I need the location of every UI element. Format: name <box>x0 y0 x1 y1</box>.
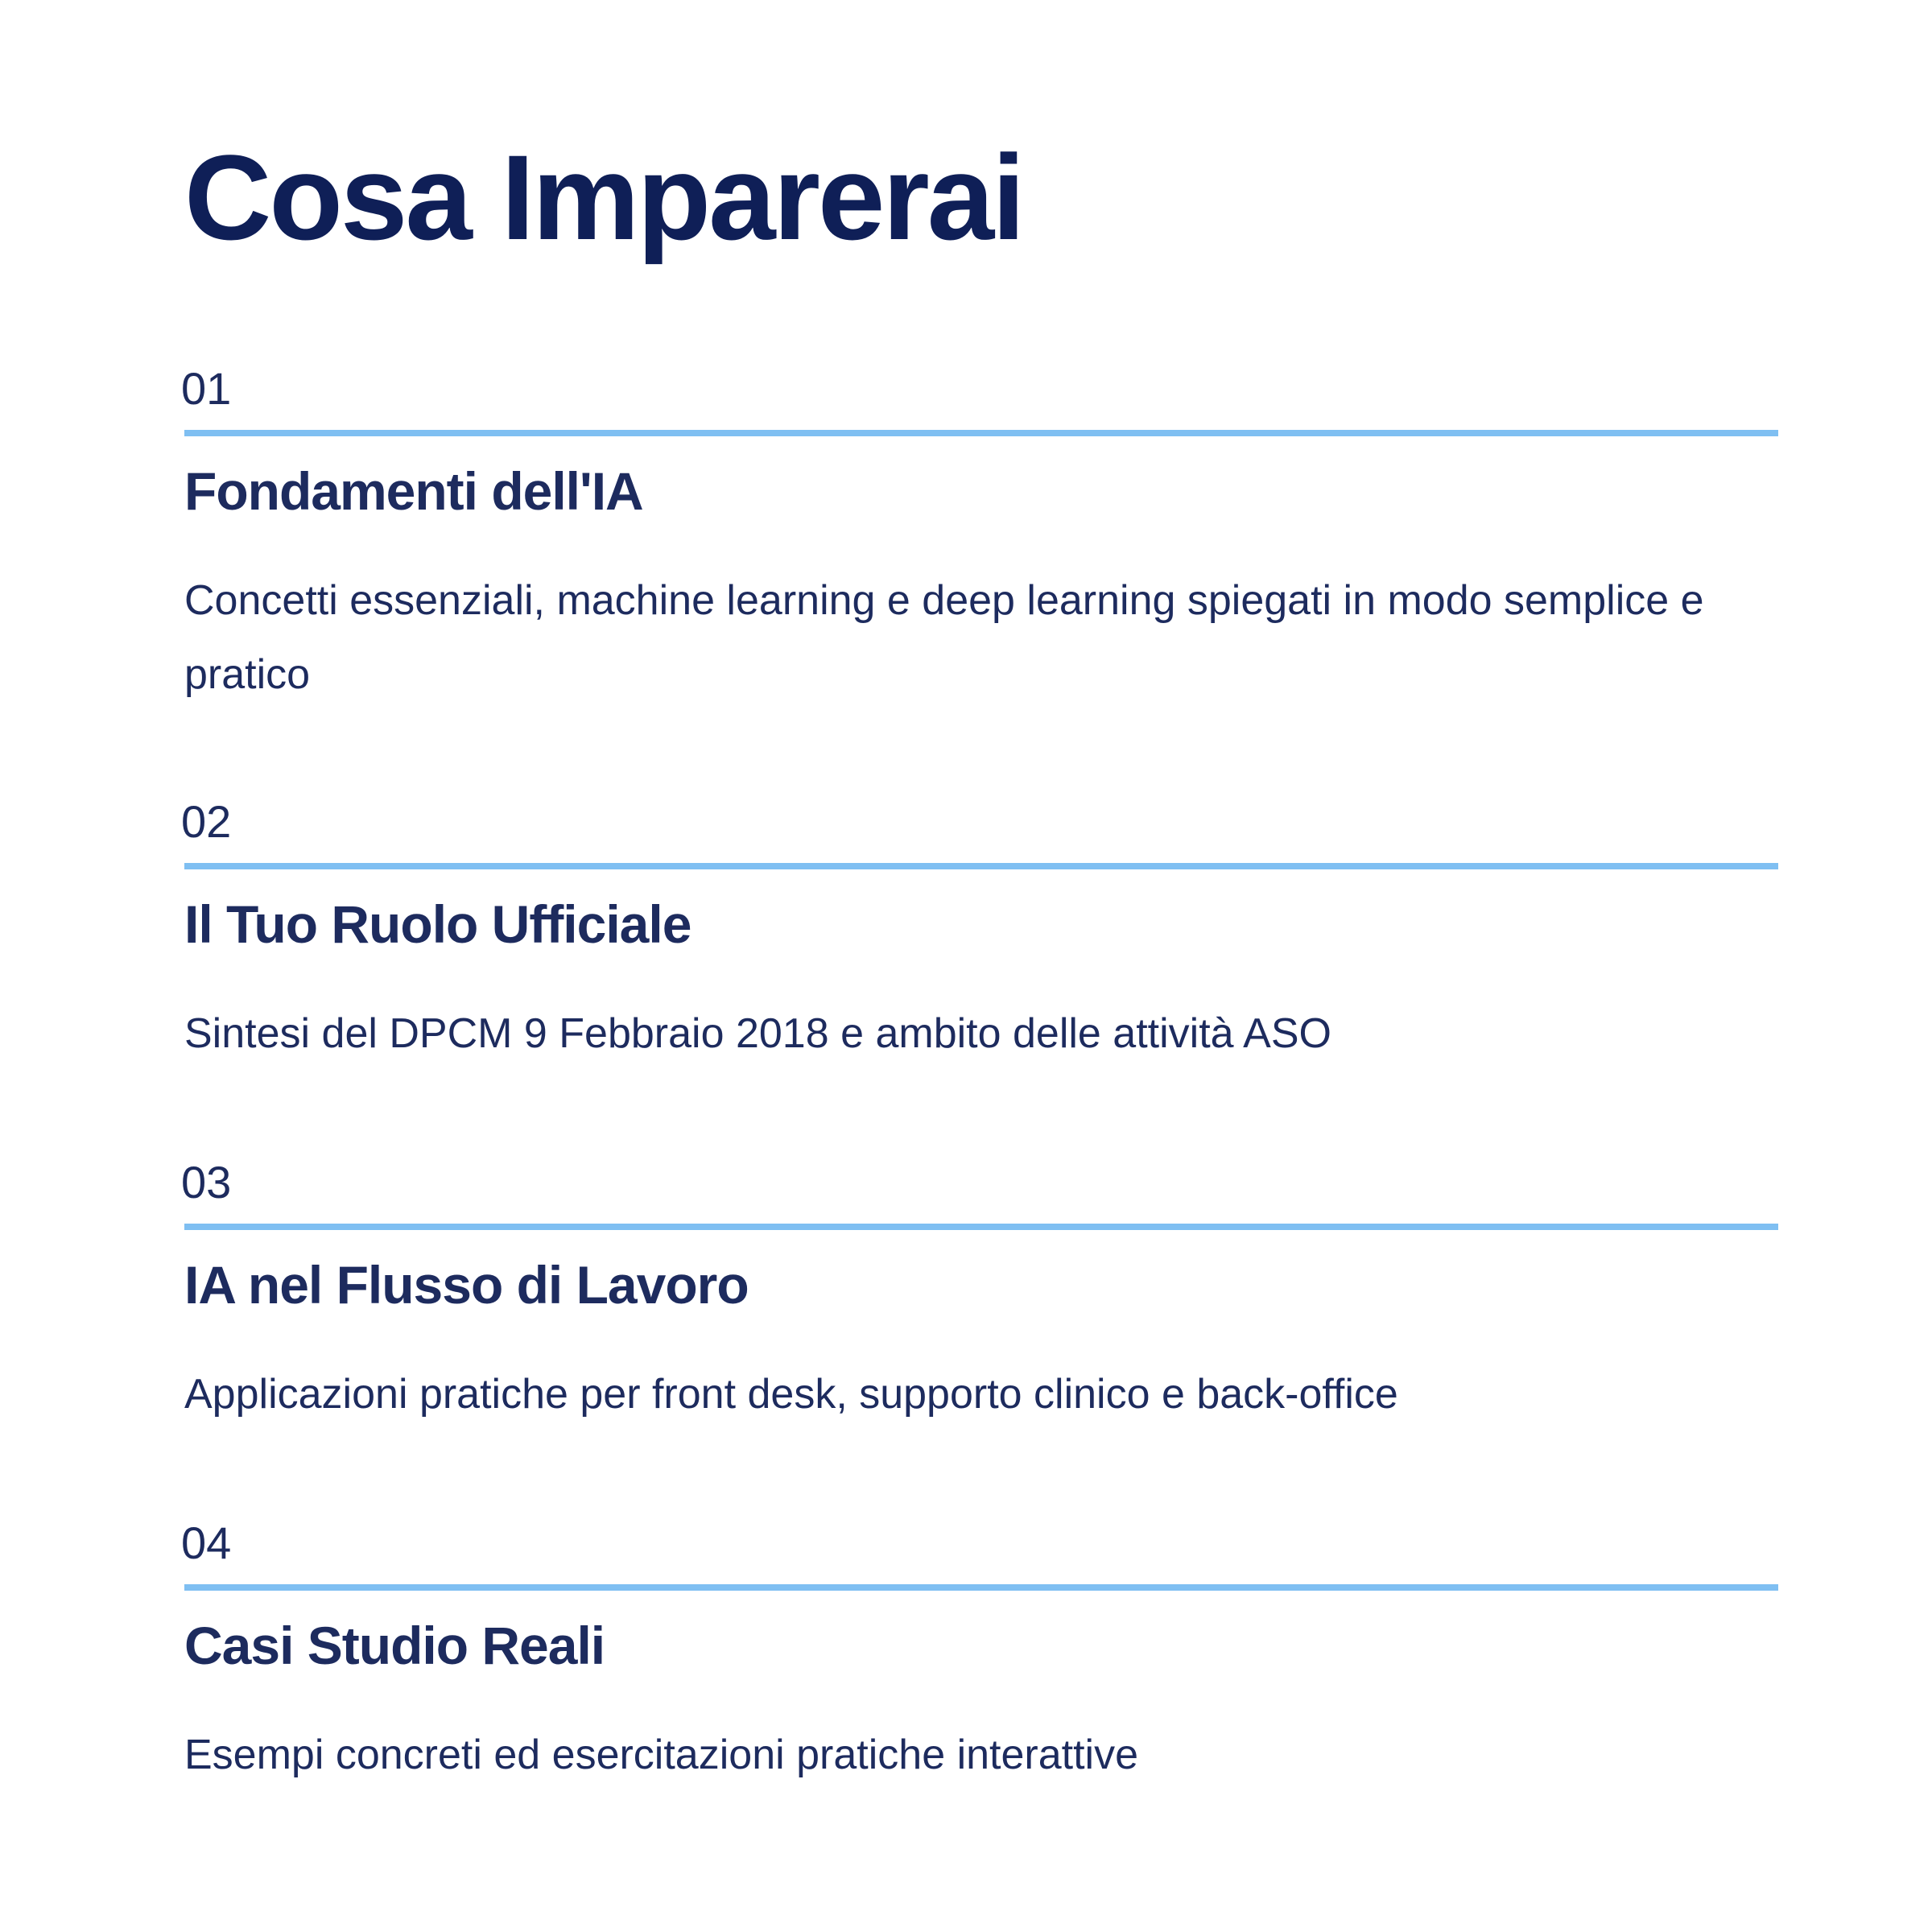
page-title: Cosa Imparerai <box>184 130 1023 265</box>
item-title: Fondamenti dell'IA <box>184 461 643 521</box>
item-title: Casi Studio Reali <box>184 1616 605 1675</box>
item-description: Esempi concreti ed esercitazioni pratiche interattive <box>184 1732 1139 1778</box>
item-description: Applicazioni pratiche per front desk, supporto clinico e back-office <box>184 1371 1398 1418</box>
item-divider <box>184 430 1778 436</box>
item-title: Il Tuo Ruolo Ufficiale <box>184 894 691 954</box>
item-divider <box>184 1584 1778 1591</box>
item-divider <box>184 863 1778 869</box>
item-number: 01 <box>181 363 232 414</box>
item-number: 03 <box>181 1157 232 1208</box>
page-content <box>181 0 1778 1932</box>
item-description: Concetti essenziali, machine learning e deep learning spiegati in modo semplice e pratico <box>184 577 1704 698</box>
item-number: 02 <box>181 796 232 847</box>
item-title: IA nel Flusso di Lavoro <box>184 1255 749 1315</box>
item-description: Sintesi del DPCM 9 Febbraio 2018 e ambito delle attività ASO <box>184 1010 1331 1057</box>
item-number: 04 <box>181 1517 232 1568</box>
item-divider <box>184 1224 1778 1230</box>
